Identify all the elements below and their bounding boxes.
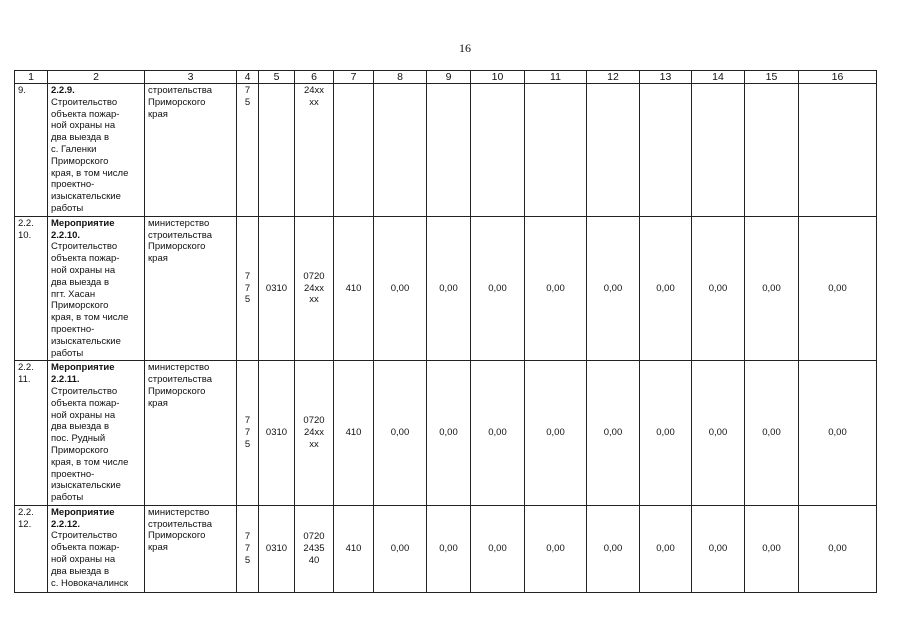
value-cell-14 [692,84,745,217]
header-cell: 6 [295,71,334,84]
cell-line: 2.2. [18,362,34,374]
measure-description-line: объекта пожар- [51,542,120,554]
value-cell-10 [471,84,525,217]
measure-description-line: Приморского [51,444,109,456]
code-cell-6 [295,84,334,217]
code-cell-6 [295,505,334,592]
value-cell-16: 0,00 [799,361,877,506]
header-cell: 1 [15,71,48,84]
header-cell: 15 [745,71,799,84]
measure-description-line: Строительство [51,385,118,397]
value-cell-14: 0,00 [692,361,745,506]
measure-description-line: объекта пожар- [51,108,120,120]
header-cell: 2 [48,71,145,84]
executor-cell [145,361,237,506]
measure-description-line: изыскательские [51,191,121,203]
code-cell-4 [237,361,259,506]
cell-line: 5 [244,294,251,306]
cell-line: 2435 [303,542,325,554]
value-cell-8: 0,00 [374,361,427,506]
cell-line: 7 [244,85,251,96]
cell-line: 24хх [303,85,325,96]
value-cell-12: 0,00 [587,361,640,506]
cell-line: 24хх [303,282,325,294]
value-cell-15: 0,00 [745,361,799,506]
executor-cell [145,505,237,592]
measure-description-line: Приморского [51,155,109,167]
value-cell-16: 0,00 [799,505,877,592]
measure-description-line: объекта пожар- [51,397,120,409]
value-cell-11: 0,00 [525,216,587,361]
value-cell-9: 0,00 [427,361,471,506]
header-cell: 5 [259,71,295,84]
measure-description-line: проектно- [51,179,95,191]
cell-line: министерство [148,217,210,229]
header-cell: 3 [145,71,237,84]
cell-line: края [148,542,168,554]
measure-description-line: ной охраны на [51,120,116,132]
cell-line: министерство [148,506,210,518]
measure-name-cell [48,361,145,506]
measure-description-line: работы [51,492,84,504]
cell-line: 2.2. [18,217,34,229]
value-cell-12: 0,00 [587,216,640,361]
measure-description-line: Строительство [51,241,118,253]
header-cell: 16 [799,71,877,84]
value-cell-13: 0,00 [640,216,692,361]
cell-line: министерство [148,362,210,374]
cell-line: строительства [148,518,213,530]
value-cell-7: 410 [334,361,374,506]
measure-description-line: края, в том числе [51,456,129,468]
value-cell-11: 0,00 [525,361,587,506]
value-cell-7: 410 [334,505,374,592]
value-cell-7 [334,84,374,217]
value-cell-8: 0,00 [374,505,427,592]
value-cell-13: 0,00 [640,505,692,592]
cell-line: 5 [244,439,251,450]
measure-description-line: с. Новокачалинск [51,577,129,589]
column-number-row [15,71,877,84]
item-number-cell [15,216,48,361]
cell-line: 5 [244,96,251,108]
value-cell-14: 0,00 [692,505,745,592]
measure-description-line: два выезда в [51,421,110,433]
cell-line: 40 [308,554,320,566]
value-cell-16: 0,00 [799,216,877,361]
measure-description-line: Строительство [51,530,118,542]
executor-cell [145,84,237,217]
cell-line: 12. [18,518,32,530]
measure-description-line: проектно- [51,468,95,480]
code-cell-5: 0310 [259,216,295,361]
table-body [15,71,877,593]
value-cell-9: 0,00 [427,216,471,361]
item-number-cell [15,505,48,592]
cell-line: 7 [244,415,251,427]
table-row [15,216,877,361]
measure-description-line: пос. Рудный [51,433,106,445]
value-cell-10: 0,00 [471,361,525,506]
cell-line: 7 [244,427,251,439]
measure-description-line: края, в том числе [51,312,129,324]
cell-line: 7 [244,531,251,543]
value-cell-11: 0,00 [525,505,587,592]
measure-name-cell [48,84,145,217]
value-cell-13: 0,00 [640,361,692,506]
measure-description-line: работы [51,347,84,359]
header-cell: 4 [237,71,259,84]
header-cell: 11 [525,71,587,84]
code-cell-4 [237,84,259,217]
cell-line: хх [309,96,319,108]
value-cell-9 [427,84,471,217]
table-row [15,84,877,217]
cell-line: Приморского [148,385,206,397]
measure-description-line: два выезда в [51,565,110,577]
measure-name-cell [48,505,145,592]
cell-line: 11. [18,374,31,386]
measure-description-line: объекта пожар- [51,253,120,265]
value-cell-16 [799,84,877,217]
table-row [15,361,877,506]
code-cell-5: 0310 [259,505,295,592]
value-cell-8: 0,00 [374,216,427,361]
code-cell-4 [237,216,259,361]
value-cell-10: 0,00 [471,216,525,361]
cell-line: 7 [244,282,251,294]
cell-line: 5 [244,554,251,566]
cell-line: хх [309,439,319,450]
measure-description-line: с. Галенки [51,143,97,155]
code-cell-5: 0310 [259,361,295,506]
header-cell: 12 [587,71,640,84]
measure-title: Мероприятие 2.2.10. [51,217,115,241]
measure-description-line: проектно- [51,323,95,335]
page-number: 16 [459,41,471,55]
cell-line: 0720 [303,415,325,427]
header-cell: 14 [692,71,745,84]
measure-description-line: два выезда в [51,132,110,144]
header-cell: 8 [374,71,427,84]
value-cell-10: 0,00 [471,505,525,592]
cell-line: 9. [18,85,26,96]
cell-line: 7 [244,542,251,554]
cell-line: Приморского [148,96,206,108]
measure-description-line: два выезда в [51,276,110,288]
cell-line: края [148,253,168,265]
cell-line: строительства [148,229,213,241]
item-number-cell [15,361,48,506]
code-cell-6 [295,361,334,506]
header-cell: 9 [427,71,471,84]
measure-title: Мероприятие 2.2.11. [51,362,115,386]
cell-line: 10. [18,229,32,241]
header-cell: 13 [640,71,692,84]
measure-description-line: работы [51,202,84,214]
cell-line: Приморского [148,530,206,542]
measure-description-line: края, в том числе [51,167,129,179]
cell-line: 7 [244,270,251,282]
measure-description-line: Приморского [51,300,109,312]
value-cell-12 [587,84,640,217]
header-cell: 7 [334,71,374,84]
cell-line: края [148,397,168,409]
code-cell-4 [237,505,259,592]
cell-line: 24хх [303,427,325,439]
measure-description-line: изыскательские [51,335,121,347]
cell-line: строительства [148,85,213,96]
code-cell-5 [259,84,295,217]
value-cell-7: 410 [334,216,374,361]
value-cell-14: 0,00 [692,216,745,361]
measure-description-line: ной охраны на [51,409,116,421]
measure-title: Мероприятие 2.2.12. [51,506,115,530]
value-cell-12: 0,00 [587,505,640,592]
code-cell-6 [295,216,334,361]
value-cell-15 [745,84,799,217]
measure-title: 2.2.9. [51,85,75,96]
cell-line: 2.2. [18,506,34,518]
cell-line: 0720 [303,270,325,282]
value-cell-8 [374,84,427,217]
cell-line: хх [309,294,319,306]
value-cell-13 [640,84,692,217]
value-cell-11 [525,84,587,217]
measure-name-cell [48,216,145,361]
cell-line: 0720 [303,531,325,543]
cell-line: строительства [148,374,213,386]
executor-cell [145,216,237,361]
header-cell: 10 [471,71,525,84]
budget-table [14,70,877,593]
value-cell-15: 0,00 [745,216,799,361]
measure-description-line: Строительство [51,96,118,108]
value-cell-15: 0,00 [745,505,799,592]
item-number-cell [15,84,48,217]
table-row [15,505,877,592]
measure-description-line: изыскательские [51,480,121,492]
measure-description-line: пгт. Хасан [51,288,96,300]
value-cell-9: 0,00 [427,505,471,592]
cell-line: Приморского [148,241,206,253]
cell-line: края [148,108,168,120]
measure-description-line: ной охраны на [51,554,116,566]
measure-description-line: ной охраны на [51,264,116,276]
